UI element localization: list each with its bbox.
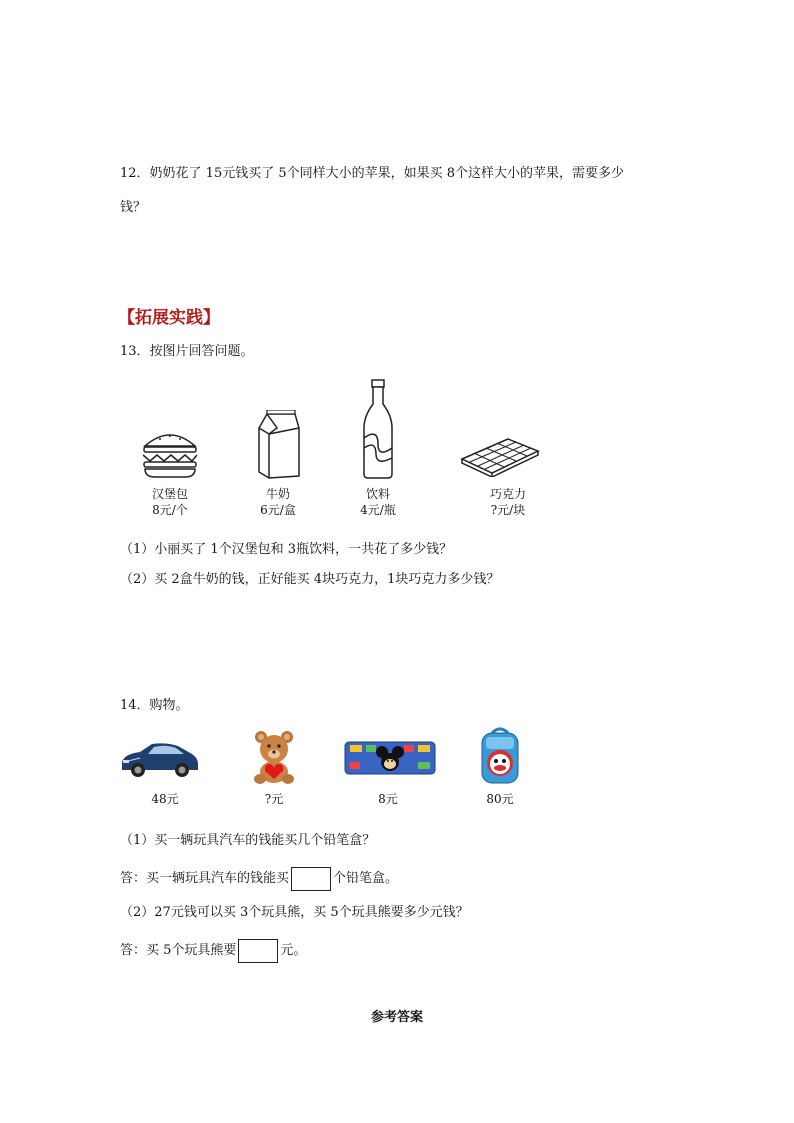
- backpack-icon: [478, 727, 522, 785]
- teddy-bear-icon: [251, 729, 297, 785]
- q13-item-name-1: 牛奶: [265, 487, 290, 501]
- q14-item-price-2: 8元: [378, 792, 398, 806]
- milk-carton-icon: [255, 410, 303, 480]
- q14-title: 14．购物。: [120, 698, 189, 713]
- q12-line1: 12．奶奶花了 15元钱买了 5个同样大小的苹果，如果买 8个这样大小的苹果，需要多少: [120, 166, 625, 181]
- q14-answer2-prefix: 答：买 5个玩具熊要: [120, 943, 237, 958]
- toy-car-icon: [118, 740, 200, 778]
- q13-item-price-1: 6元/盒: [260, 503, 296, 517]
- q13-item-name-2: 饮料: [365, 487, 390, 501]
- q14-answer1-blank[interactable]: [291, 867, 331, 891]
- answers-title: 参考答案: [370, 1010, 423, 1025]
- q14-answer1-prefix: 答：买一辆玩具汽车的钱能买: [120, 871, 290, 886]
- q13-title: 13．按图片回答问题。: [120, 344, 254, 359]
- q14-answer2-suffix: 元。: [280, 943, 307, 958]
- q13-item-price-2: 4元/瓶: [360, 503, 396, 517]
- bottle-icon: [360, 378, 396, 480]
- q14-item-price-1: ?元: [264, 792, 284, 806]
- q13-item-name-0: 汉堡包: [151, 487, 188, 501]
- hamburger-icon: [140, 430, 200, 480]
- q14-answer1-suffix: 个铅笔盒。: [333, 871, 399, 886]
- q13-item-name-3: 巧克力: [489, 487, 526, 501]
- q14-answer1: [120, 866, 398, 892]
- q14-item-price-3: 80元: [486, 792, 514, 806]
- q13-sub1: （1）小丽买了 1个汉堡包和 3瓶饮料，一共花了多少钱？: [120, 542, 453, 557]
- q13-item-price-0: 8元/个: [152, 503, 188, 517]
- q14-item-price-0: 48元: [151, 792, 179, 806]
- q14-answer2-blank[interactable]: [238, 939, 278, 963]
- chocolate-icon: [460, 437, 540, 477]
- q13-sub2: （2）买 2盒牛奶的钱，正好能买 4块巧克力，1块巧克力多少钱？: [120, 572, 500, 587]
- q14-sub1: （1）买一辆玩具汽车的钱能买几个铅笔盒？: [120, 833, 376, 848]
- q14-answer2: [120, 938, 306, 964]
- q14-sub2: （2）27元钱可以买 3个玩具熊，买 5个玩具熊要多少元钱？: [120, 905, 469, 920]
- section-title: 【拓展实践】: [118, 308, 220, 328]
- q12-line2: 钱？: [120, 200, 147, 215]
- q13-item-price-3: ?元/块: [490, 503, 526, 517]
- pencil-box-icon: [344, 740, 436, 776]
